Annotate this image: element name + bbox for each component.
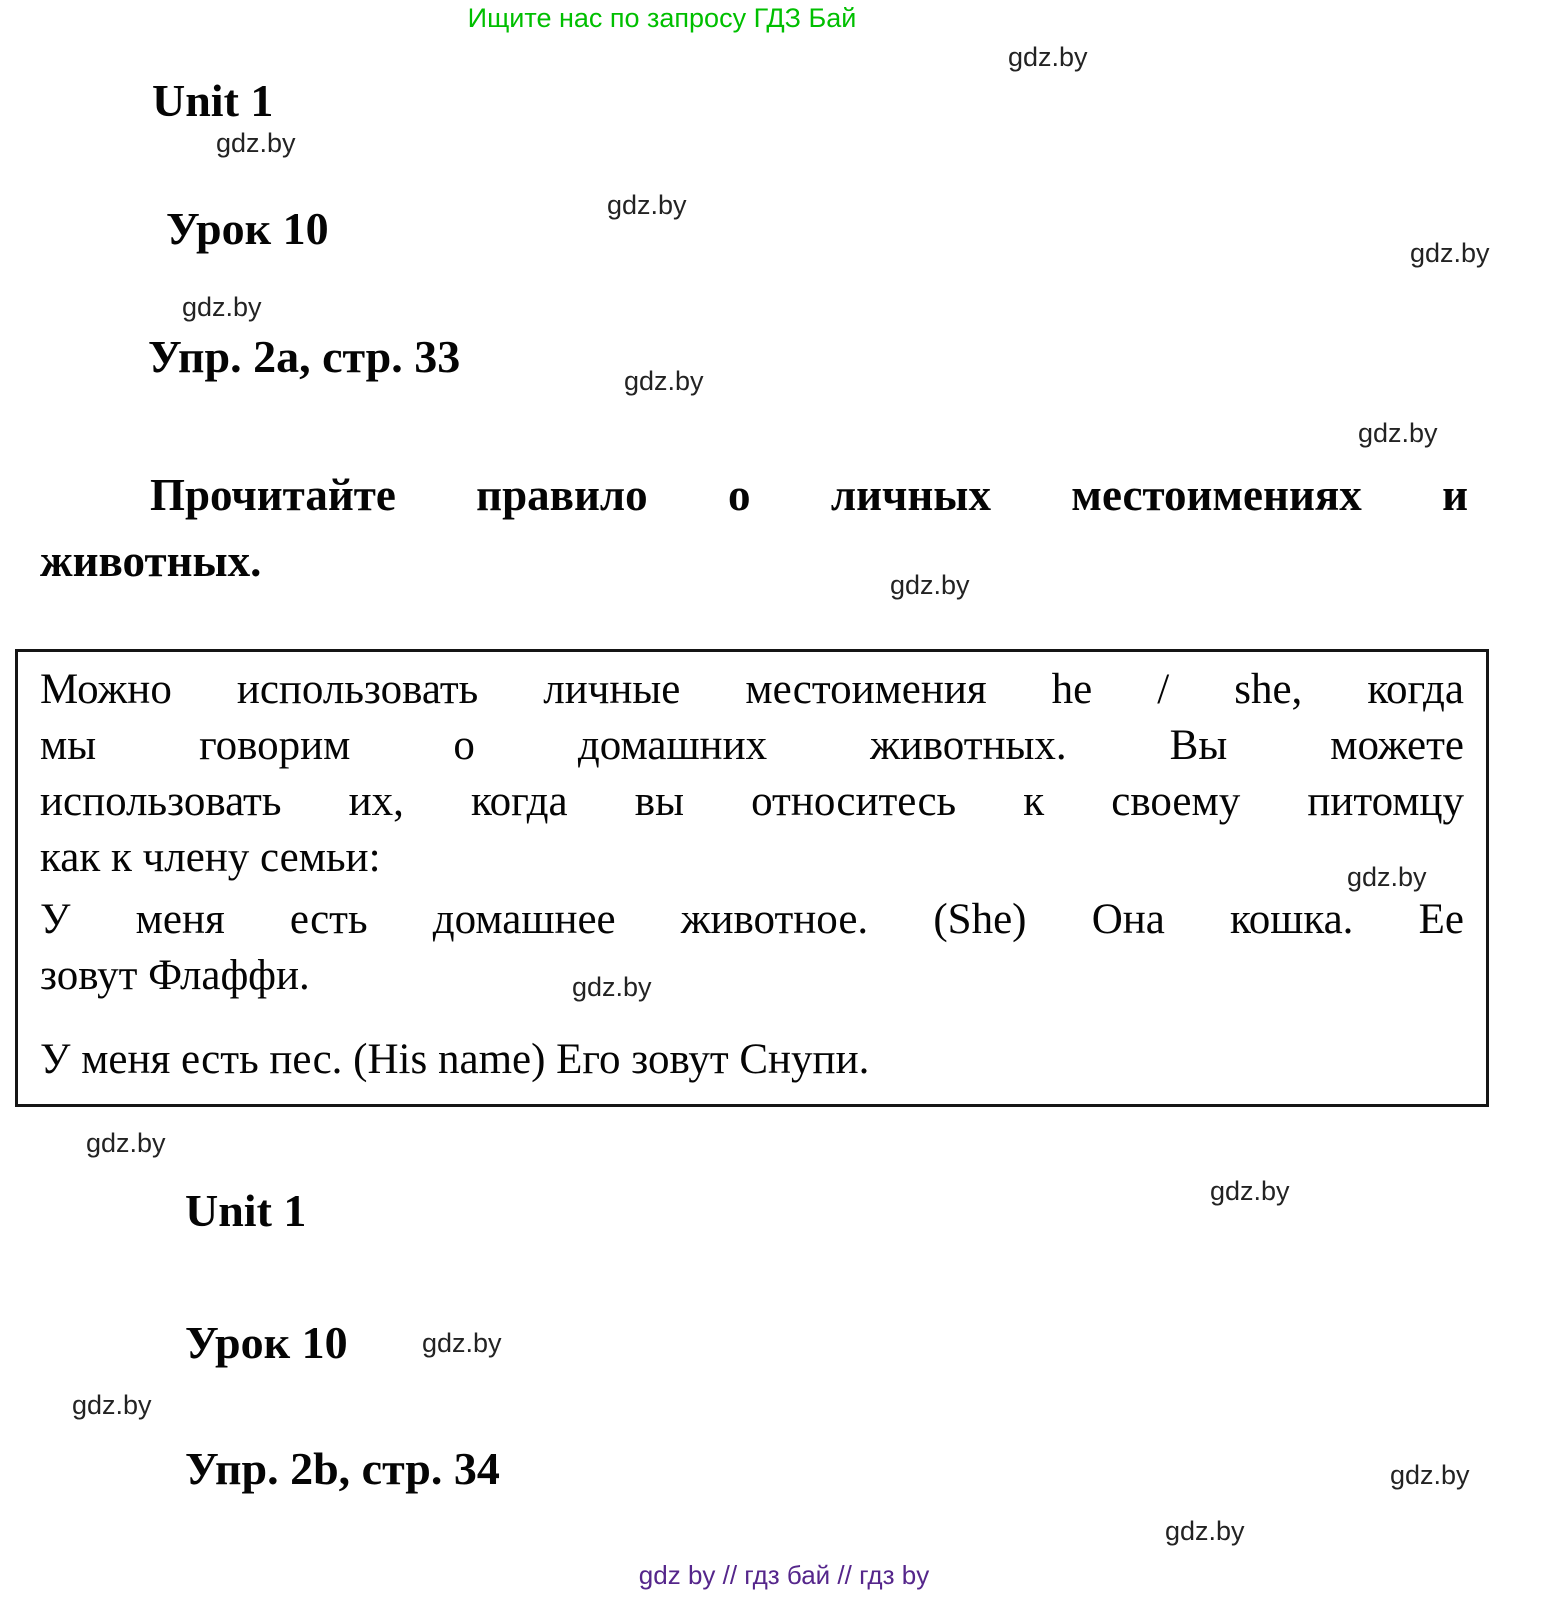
watermark-gdzby: gdz.by <box>216 128 296 158</box>
rule-paragraph-line: Можно использовать личные местоимения he / she, когда <box>40 666 1464 713</box>
watermark-gdzby: gdz.by <box>1358 418 1438 448</box>
watermark-gdzby: gdz.by <box>86 1128 166 1158</box>
watermark-gdzby: gdz.by <box>1347 862 1427 892</box>
promo-banner: Ищите нас по запросу ГДЗ Бай <box>467 3 857 33</box>
task-instruction-line-2: животных. <box>40 536 262 586</box>
rule-example-line: У меня есть домашнее животное. (She) Она кошка. Ее <box>40 896 1464 943</box>
rule-paragraph <box>40 662 1464 886</box>
watermark-gdzby: gdz.by <box>1165 1516 1245 1546</box>
watermark-gdzby: gdz.by <box>1390 1460 1470 1490</box>
exercise-heading-2: Упр. 2b, стр. 34 <box>185 1443 500 1494</box>
watermark-gdzby: gdz.by <box>422 1328 502 1358</box>
lesson-heading-2: Урок 10 <box>185 1317 348 1368</box>
watermark-gdzby: gdz.by <box>624 366 704 396</box>
rule-paragraph-line: использовать их, когда вы относитесь к своему питомцу <box>40 778 1464 825</box>
exercise-heading-1: Упр. 2a, стр. 33 <box>148 331 461 382</box>
lesson-heading-1: Урок 10 <box>166 203 329 254</box>
rule-example-dog <box>40 1032 1464 1088</box>
watermark-gdzby: gdz.by <box>890 570 970 600</box>
unit-heading-2: Unit 1 <box>185 1185 307 1236</box>
watermark-gdzby: gdz.by <box>182 292 262 322</box>
watermark-gdzby: gdz.by <box>72 1390 152 1420</box>
watermark-gdzby: gdz.by <box>1008 42 1088 72</box>
watermark-gdzby: gdz.by <box>607 190 687 220</box>
rule-paragraph-line: мы говорим о домашних животных. Вы можете <box>40 722 1464 769</box>
task-instruction-line-1: Прочитайте правило о личных местоимениях и <box>150 470 1468 520</box>
watermark-gdzby: gdz.by <box>1210 1176 1290 1206</box>
unit-heading-1: Unit 1 <box>152 75 274 126</box>
watermark-gdzby: gdz.by <box>1410 238 1490 268</box>
rule-example-line: У меня есть пес. (His name) Его зовут Снупи. <box>40 1036 870 1083</box>
watermark-gdzby: gdz.by <box>572 972 652 1002</box>
rule-example-line: зовут Флаффи. <box>40 952 310 999</box>
rule-example-cat <box>40 892 1464 1004</box>
footer-links: gdz by // гдз бай // гдз by <box>638 1560 930 1590</box>
task-instruction <box>40 462 1468 594</box>
rule-box <box>15 649 1489 1107</box>
rule-paragraph-line: как к члену семьи: <box>40 834 381 881</box>
